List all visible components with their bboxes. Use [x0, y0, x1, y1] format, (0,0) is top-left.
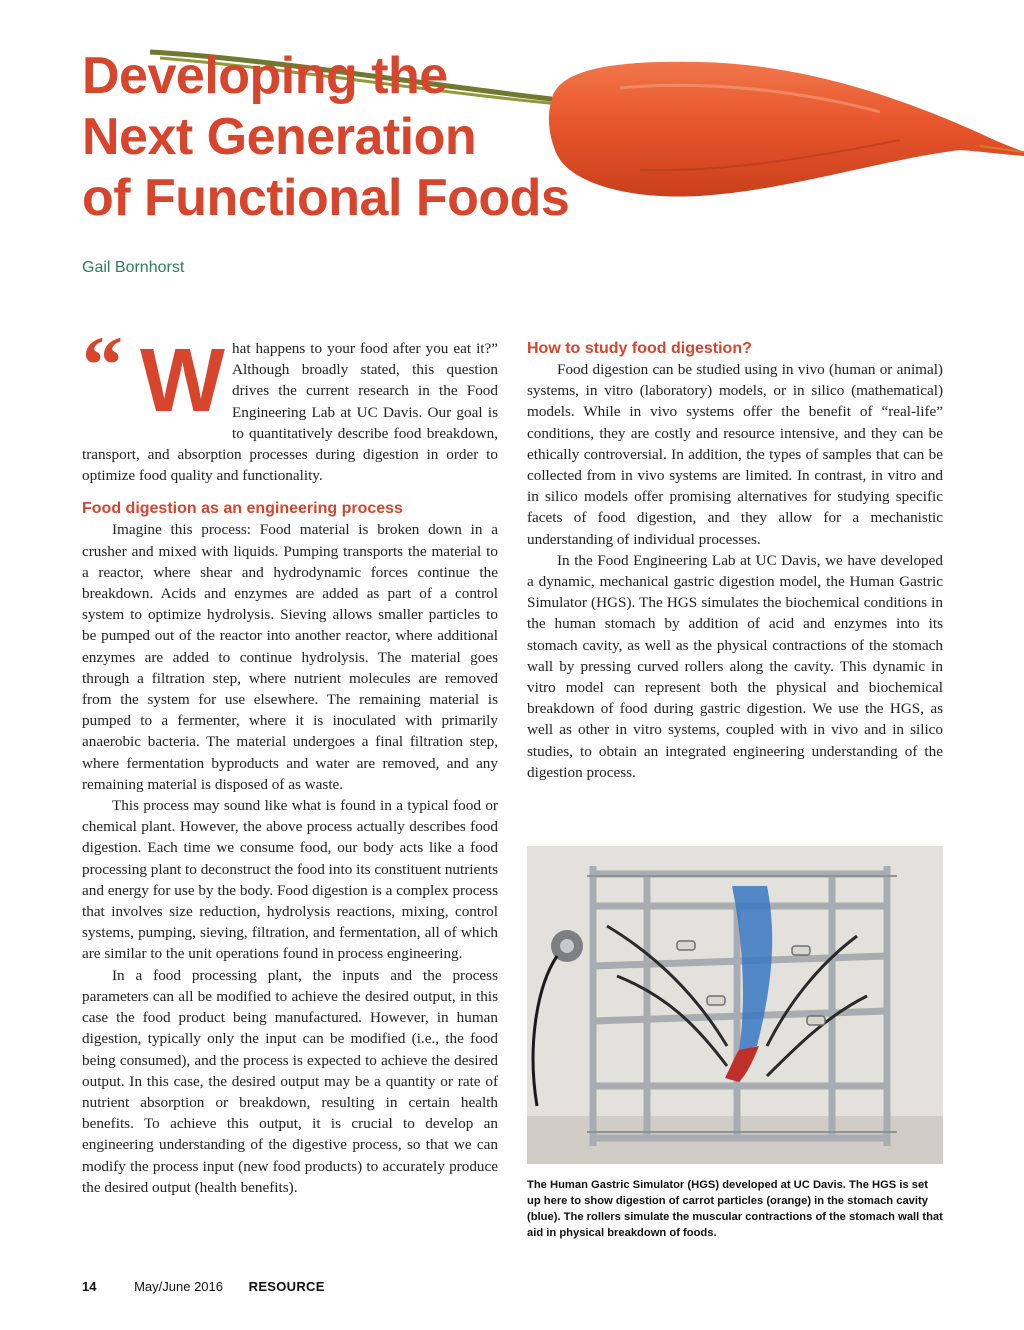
- article-title: [82, 46, 569, 229]
- body-paragraph: In a food processing plant, the inputs and the process parameters can all be modified to achieve the desired output, in this case the food product being manufactured. However, in human digestion, typically only the input can be modified (i.e., the food being consumed), and the process is expected to achieve the desired output. In this case, the desired output may be a quantity or rate of nutrient absorption or breakdown, resulting in certain health benefits. To achieve this output, it is crucial to develop an engineering understanding of the digestive process, so that we can modify the process input (new food products) to accurately produce the desired output (health benefits).: [82, 966, 498, 1196]
- magazine-name: RESOURCE: [248, 1279, 325, 1294]
- body-paragraph: Imagine this process: Food material is broken down in a crusher and mixed with liquids. Pumping transports the material to a reactor, where shear and hydrodynamic forces continue the breakdown. Acids and enzymes are added as part of a control system to optimize hydrolysis. Sieving allows smaller particles to be pumped out of the reactor into another reactor, where additional enzymes are added to continue hydrolysis. The material goes through a filtration step, where nutrient molecules are removed from the system for use elsewhere. The remaining material is pumped to a fermenter, where it is inoculated with primarily anaerobic bacteria. The material undergoes a final filtration step, where fermentation byproducts and water are removed, and any remaining material is disposed of as waste.: [82, 521, 498, 793]
- left-column: [82, 319, 498, 1198]
- drop-cap: [82, 319, 228, 431]
- body-paragraph: This process may sound like what is found in a typical food or chemical plant. However, the above process actually describes food digestion. Each time we consume food, our body acts like a food processing plant to deconstruct the food into its constituent nutrients and energy for use by the body. Food digestion is a complex process that involves size reduction, hydrolysis reactions, mixing, control systems, pumping, sieving, filtration, and fermentation, all of which are similar to the unit operations found in process engineering.: [82, 797, 498, 963]
- body-paragraph: Food digestion can be studied using in vivo (human or animal) systems, in vitro (laboratory) models, or in silico (mathematical) models. While in vivo systems offer the benefit of “real-life” conditions, they are costly and resource intensive, and they can be ethically controversial. In addition, the types of samples that can be collected from in vivo systems are limited. In contrast, in vitro and in silico models offer promising alternatives for studying specific facets of food digestion, and they allow for a mechanistic understanding of individual processes.: [527, 361, 943, 548]
- right-column: [527, 338, 943, 783]
- section-heading-engineering: Food digestion as an engineering process: [82, 500, 403, 518]
- page-footer: [82, 1279, 325, 1294]
- author-byline: Gail Bornhorst: [82, 259, 185, 276]
- issue-date: May/June 2016: [134, 1279, 223, 1294]
- title-line-1: Developing the: [82, 47, 448, 105]
- figure-caption: The Human Gastric Simulator (HGS) developed at UC Davis. The HGS is set up here to show digestion of carrot particles (orange) in the stomach cavity (blue). The rollers simulate the muscular contractions of the stomach wall that aid in physical breakdown of foods.: [527, 1179, 943, 1239]
- page-number: 14: [82, 1279, 97, 1294]
- drop-cap-quote: “: [82, 319, 123, 410]
- title-line-2: Next Generation: [82, 108, 477, 166]
- intro-paragraph: [82, 319, 498, 486]
- hgs-photo: [527, 846, 943, 1164]
- section-heading-study: How to study food digestion?: [527, 340, 752, 357]
- body-paragraph: In the Food Engineering Lab at UC Davis, we have developed a dynamic, mechanical gastric digestion model, the Human Gastric Simulator (HGS). The HGS simulates the biochemical conditions in the human stomach by addition of acid and enzymes into its stomach cavity, as well as the physical contractions of the stomach wall by pressing curved rollers along the cavity. This dynamic in vitro model can represent both the physical and biochemical breakdown of food during gastric digestion. We use the HGS, as well as other in vitro systems, coupled with in vivo and in silico studies, to obtain an integrated engineering understanding of the digestion process.: [527, 551, 943, 781]
- intro-text: hat happens to your food after you eat it?” Although broadly stated, this question drives the current research in the Food Engineering Lab at UC Davis. Our goal is to quantitatively describe food breakdown, transport, and absorption processes during digestion in order to optimize food quality and functionality.: [82, 340, 498, 485]
- title-line-3: of Functional Foods: [82, 169, 570, 227]
- drop-cap-letter: W: [140, 331, 225, 431]
